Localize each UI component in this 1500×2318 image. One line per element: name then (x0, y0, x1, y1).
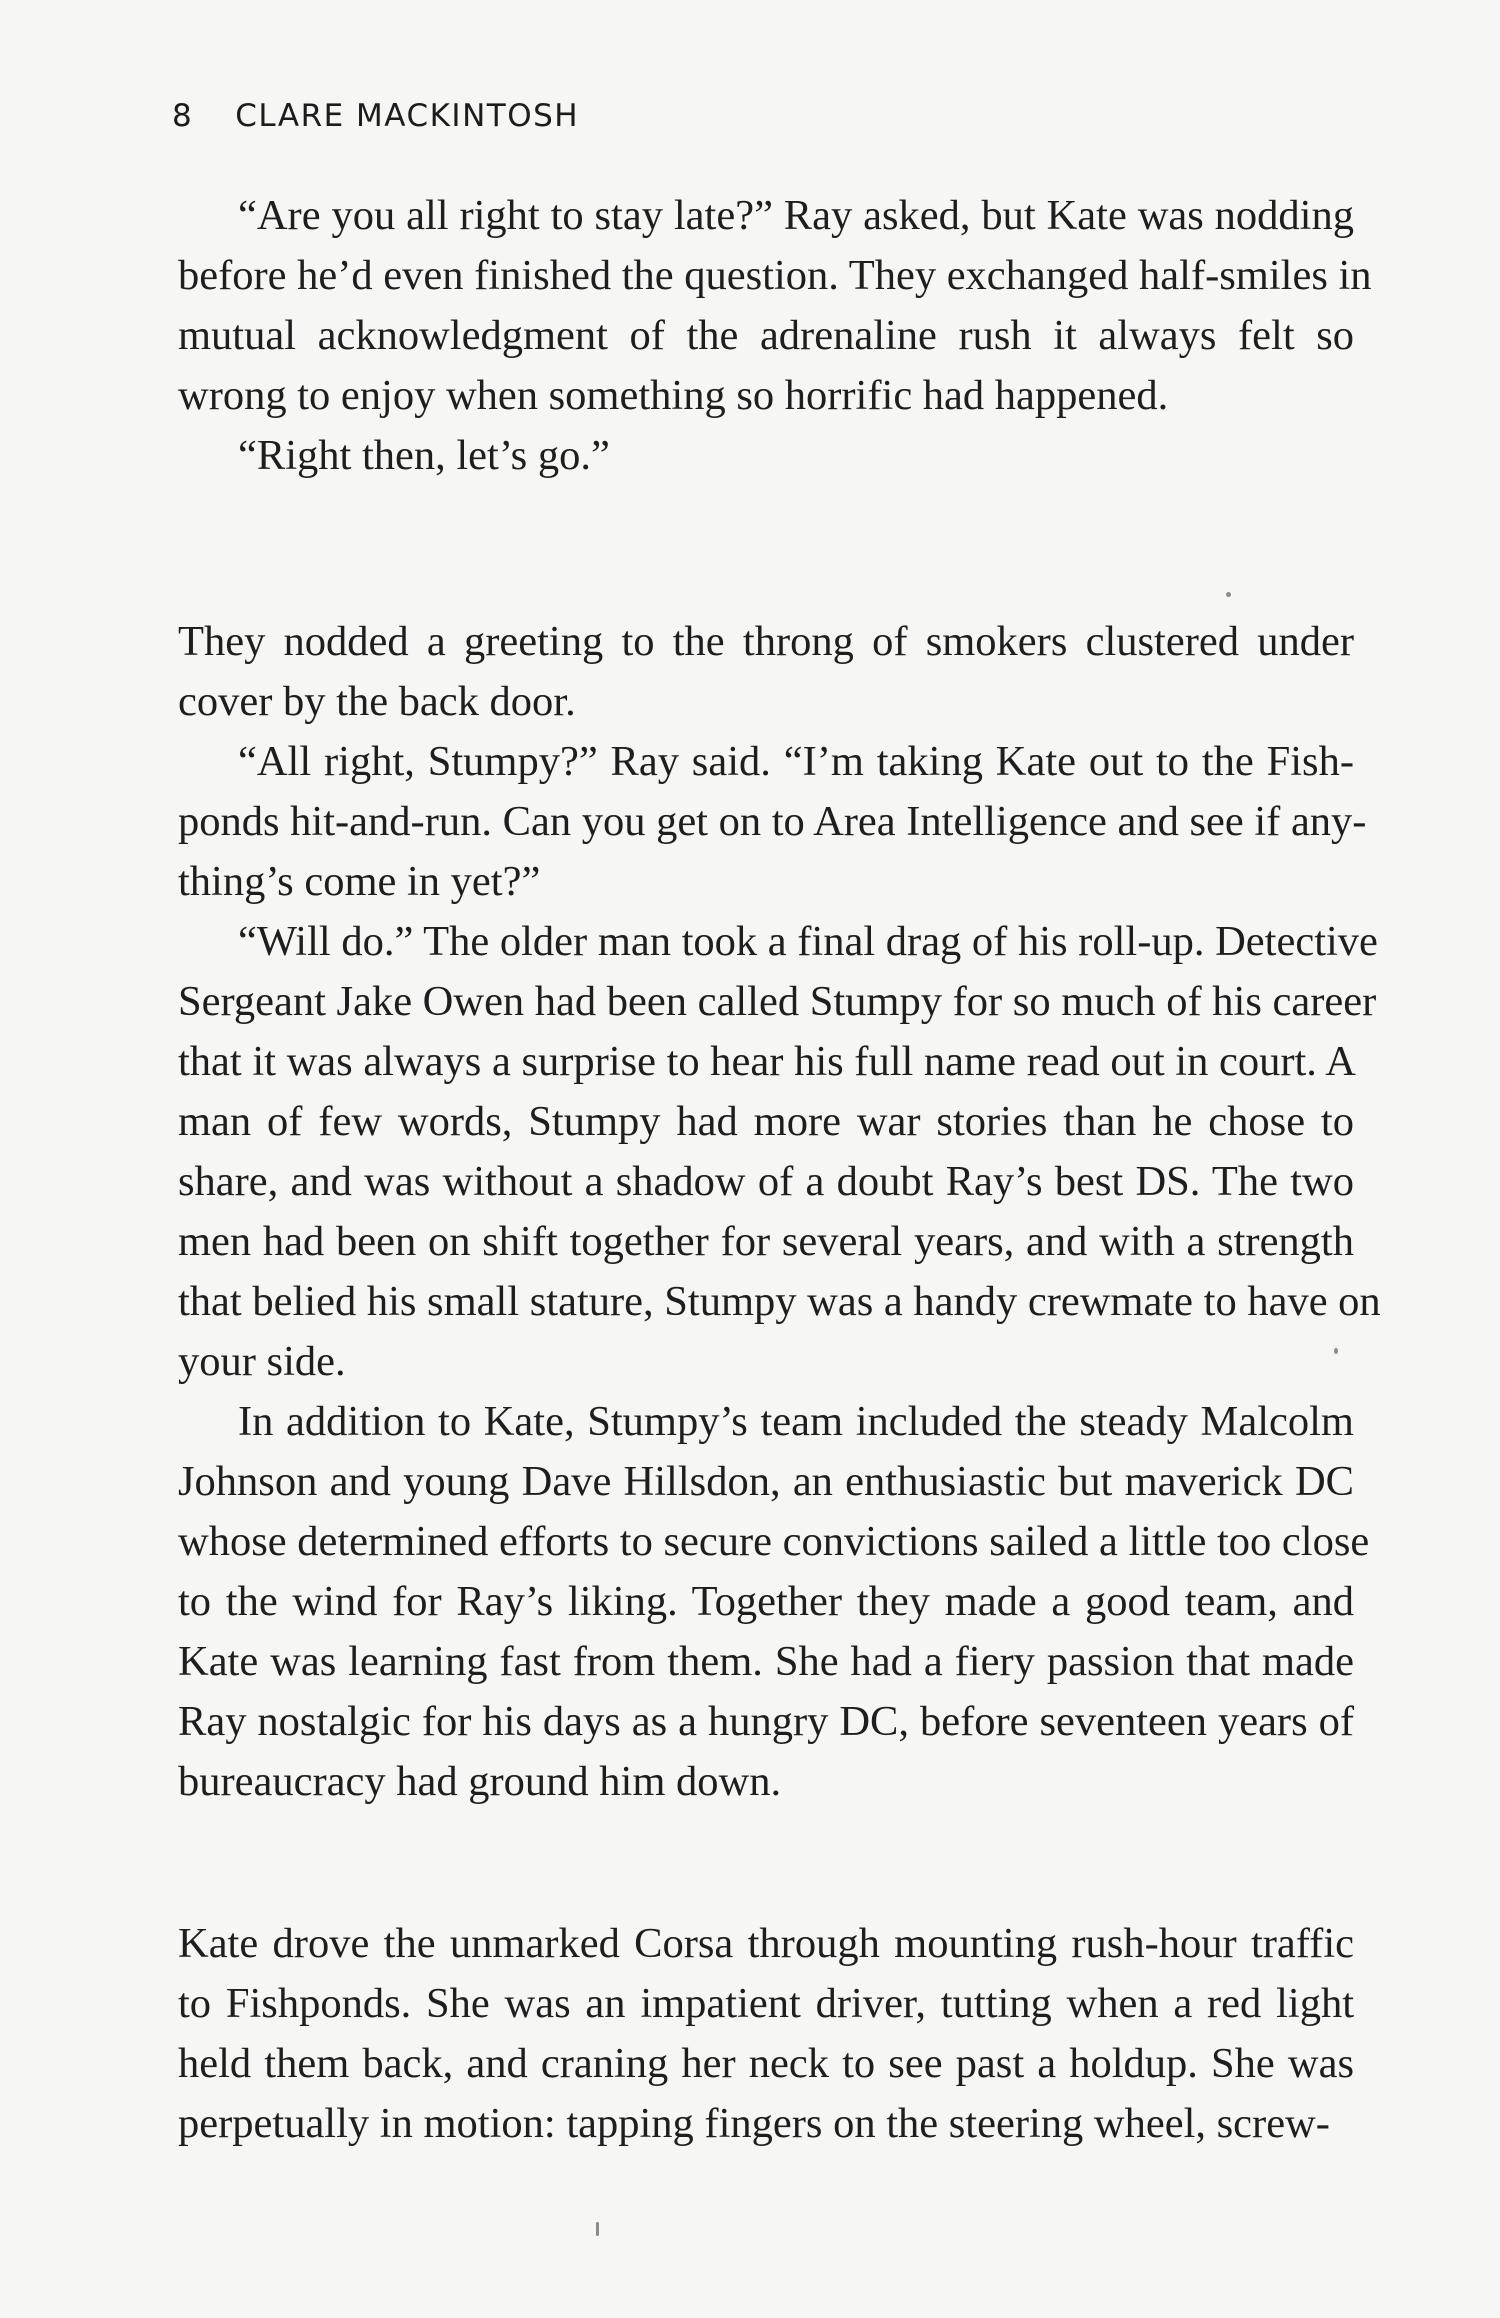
text-section-2 (178, 612, 1381, 1812)
author-name: CLARE MACKINTOSH (235, 98, 580, 134)
paragraph-line: to Fishponds. She was an impatient driver, tutting when a red light (178, 1980, 1354, 2027)
paragraph-line: wrong to enjoy when something so horrific had happened. (178, 372, 1169, 419)
text-section-1 (178, 186, 1372, 486)
paragraph-line: before he’d even finished the question. They exchanged half-smiles in (178, 252, 1372, 299)
text-section-3 (178, 1914, 1354, 2154)
scan-speck (1334, 1348, 1338, 1354)
paragraph-line: mutual acknowledgment of the adrenaline rush it always felt so (178, 312, 1354, 359)
paragraph-line: thing’s come in yet?” (178, 858, 541, 905)
paragraph-line: Kate was learning fast from them. She had a fiery passion that made (178, 1638, 1354, 1685)
paragraph-line: “Are you all right to stay late?” Ray asked, but Kate was nodding (238, 192, 1354, 239)
paragraph-line: perpetually in motion: tapping fingers on the steering wheel, screw- (178, 2100, 1330, 2147)
paragraph-line: your side. (178, 1338, 346, 1385)
scan-speck (1226, 592, 1231, 597)
paragraph-line: Kate drove the unmarked Corsa through mounting rush-hour traffic (178, 1920, 1354, 1967)
paragraph-line: “Right then, let’s go.” (238, 432, 610, 479)
paragraph-line: held them back, and craning her neck to see past a holdup. She was (178, 2040, 1354, 2087)
paragraph-line: Johnson and young Dave Hillsdon, an enthusiastic but maverick DC (178, 1458, 1354, 1505)
paragraph-line: cover by the back door. (178, 678, 576, 725)
paragraph-line: share, and was without a shadow of a doubt Ray’s best DS. The two (178, 1158, 1354, 1205)
paragraph-line: Sergeant Jake Owen had been called Stumpy for so much of his career (178, 978, 1377, 1025)
paragraph-line: whose determined efforts to secure convictions sailed a little too close (178, 1518, 1370, 1565)
paragraph-line: “Will do.” The older man took a final drag of his roll-up. Detective (238, 918, 1378, 965)
paragraph-line: “All right, Stumpy?” Ray said. “I’m taking Kate out to the Fish- (238, 738, 1354, 785)
scan-speck (596, 2222, 599, 2236)
paragraph-line: ponds hit-and-run. Can you get on to Area Intelligence and see if any- (178, 798, 1367, 845)
paragraph-line: that belied his small stature, Stumpy was a handy crewmate to have on (178, 1278, 1381, 1325)
paragraph-line: They nodded a greeting to the throng of smokers clustered under (178, 618, 1354, 665)
running-head (172, 98, 579, 134)
paragraph-line: men had been on shift together for several years, and with a strength (178, 1218, 1354, 1265)
paragraph-line: to the wind for Ray’s liking. Together they made a good team, and (178, 1578, 1354, 1625)
paragraph-line: man of few words, Stumpy had more war stories than he chose to (178, 1098, 1354, 1145)
paragraph-line: Ray nostalgic for his days as a hungry DC, before seventeen years of (178, 1698, 1354, 1745)
paragraph-line: bureaucracy had ground him down. (178, 1758, 782, 1805)
page-number: 8 (172, 98, 194, 134)
paragraph-line: In addition to Kate, Stumpy’s team included the steady Malcolm (238, 1398, 1354, 1445)
paragraph-line: that it was always a surprise to hear his full name read out in court. A (178, 1038, 1356, 1085)
